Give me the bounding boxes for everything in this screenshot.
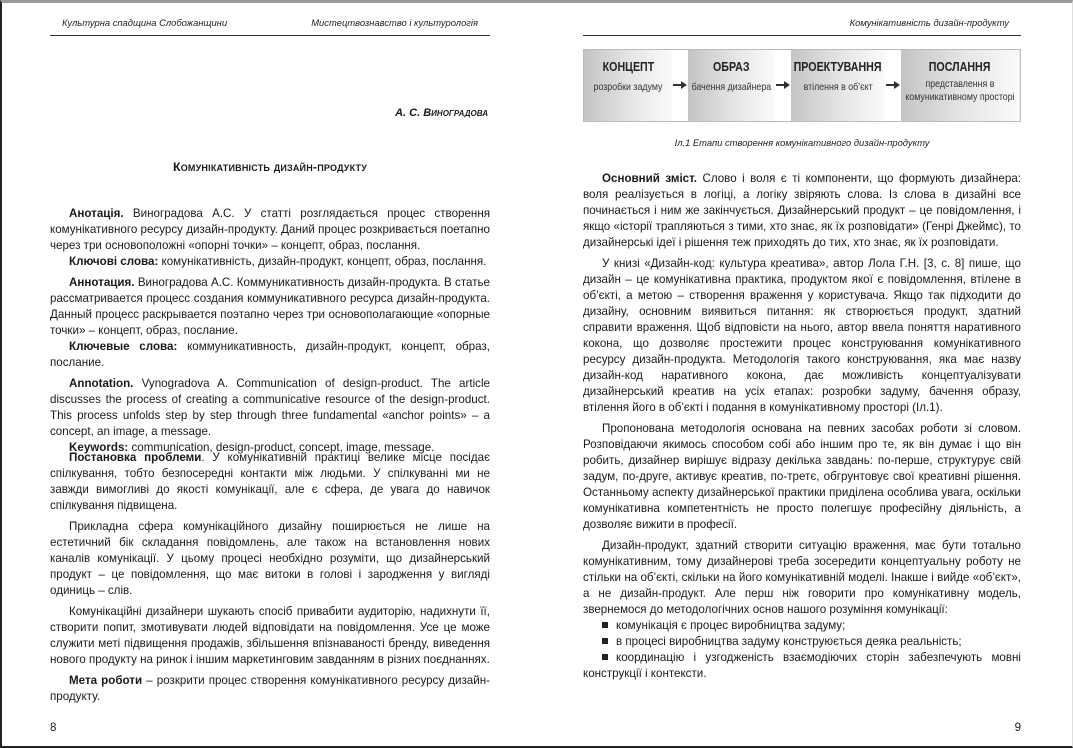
page-number: 8: [50, 722, 57, 734]
goal-statement: [50, 673, 490, 705]
stage-title: ПРОЕКТУВАННЯ: [794, 59, 882, 74]
left-page: [50, 0, 490, 748]
problem-text: . У комунікативній практиці велике місце посідає спілкування, тобто безпосередні контакти між людьми. У спілкуванні ми не завжди вимогливі до якості комунікації, але є сфера, де увага до навичок спілкування підвищена.: [50, 451, 490, 512]
stage-image: [688, 50, 775, 121]
main-content-text: Слово і воля є ті компоненти, що формують дизайнера: воля реалізується в логіці, а логіку звіряють слова. Із слова в дизайні все починається і ним же закінчується. Дизайнерський продукт – це повідомлення, і якщо «історії трапляються з тими, хто знає, як їх розповідати» (Генрі Джеймс), то дизайнерські ідеї і рішення теж приходять до тих, хто знає, як їх розповідати.: [583, 172, 1021, 249]
paragraph-book: У книзі «Дизайн-код: культура креатива», автор Лола Г.Н. [3, с. 8] пише, що дизайн – це комунікативна практика, продуктом якої є повідомлення, втілене в об’єкті, а метою – створення враження у користувача. Якщо так підходити до дизайну, основним виявиться питання: як створюється продукт, здатний справити враження. Щоб відповісти на нього, автор ввела поняття наративного кокона, що дозволяє простежити процес конструювання комунікативного ресурсу дизайн-продукта. Методологія такого конструювання, яка має назву дизайн-код наративного кокона, дає можливість концептуалізувати дизайнерський креатив на усіх етапах: розробки задуму, бачення образу, втілення його в об’єкті і подання в комунікативному просторі (Іл.1).: [583, 257, 1021, 414]
keywords-ru-text: коммуникативность, дизайн-продукт, концепт, образ, послание.: [50, 340, 490, 369]
section-title: Мистецтвознавство і культурологія: [311, 17, 478, 28]
main-content-label: Основний зміст.: [602, 172, 697, 185]
square-bullet-icon: [602, 622, 608, 628]
paragraph-applied: Прикладна сфера комунікаційного дизайну поширюється не лише на естетичний бік складання повідомлень, але також на встановлення нових каналів комунікації. У цьому процесі необхідно розуміти, що дизайнерський продукт – це повідомлення, що має витоки в голові і зародження у вигляді одиниць – слів.: [50, 520, 490, 597]
abstract-en-label: Annotation.: [69, 377, 134, 390]
body-text-right: [583, 171, 1021, 682]
keywords-ru-label: Ключевые слова:: [69, 340, 178, 353]
abstract-en-text: Vynogradova A. Communication of design-product. The article discusses the process of creating a communicative resource of the design-product. This process unfolds step by step through three fundamental «anchor points» – a concept, an image, a message.: [50, 377, 490, 438]
principles-list: [583, 618, 1021, 682]
stage-title: ПОСЛАННЯ: [929, 59, 991, 74]
author-name: [395, 107, 488, 119]
article-title: Комунікативність дизайн-продукту: [172, 160, 368, 174]
stage-title: ОБРАЗ: [713, 59, 750, 74]
stage-subtitle: [905, 78, 1014, 104]
stage-concept: [584, 50, 672, 121]
keywords-uk-label: Ключові слова:: [69, 255, 159, 268]
keywords-en-text: communication, design-product, concept, image, message.: [128, 441, 435, 454]
stage-subtitle-line: представлення в: [925, 78, 995, 90]
list-item: в процесі виробництва задуму конструюється деяка реальність;: [583, 634, 1021, 650]
stage-subtitle: бачення дизайнера: [691, 81, 772, 93]
journal-title: Культурна спадщина Слобожанщини: [62, 17, 228, 28]
author-surname: Виноградова: [423, 107, 488, 119]
keywords-uk-text: комунікативність, дизайн-продукт, концепт, образ, послання.: [158, 255, 487, 268]
problem-statement: [50, 450, 490, 514]
figure-caption: Іл.1 Етапи створення комунікативного дизайн-продукту: [674, 137, 930, 148]
arrow-right-icon: [885, 50, 901, 121]
square-bullet-icon: [602, 654, 608, 660]
keywords-en-label: Keywords:: [69, 441, 129, 454]
problem-label: Постановка проблеми: [69, 451, 202, 464]
main-content: [583, 171, 1021, 251]
abstract-ru: [50, 275, 490, 339]
stage-message: [901, 50, 1019, 121]
article-running-title: Комунікативність дизайн-продукту: [849, 17, 1009, 28]
paragraph-method: Пропонована методологія основана на певних засобах роботи зі словом. Розповідаючи якимось способом собі або іншим про те, як він думає і що він робить, дизайнер вирішує відразу декілька завдань: по-перше, структурує свій задум, по-друге, активує креатив, по-третє, обгрунтовує свої креативні рішення. Останньому аспекту дизайнерської практики приділена особлива увага, оскільки комунікативна компетентність не просто полегшує професійну діяльність, а дозволяє вижити в професії.: [583, 422, 1021, 531]
arrow-right-icon: [672, 50, 688, 121]
abstract-ru-label: Аннотация.: [69, 276, 135, 289]
stage-design: [791, 50, 885, 121]
arrow-right-icon: [775, 50, 791, 121]
running-head: [583, 17, 1021, 36]
list-item: координацію і узгодженість взаємодіючих сторін забезпечують мовні конструкції і контексти.: [583, 651, 1021, 680]
keywords-uk: [50, 254, 490, 270]
abstract-uk-text: Виноградова А.С. У статті розглядається процес створення комунікативного ресурсу дизайн-продукту. Даний процес розкривається поетапно через три основоположні «опорні точки» – концепт, образ, послання.: [50, 207, 490, 252]
abstracts-block: [50, 206, 490, 461]
abstract-en: [50, 376, 490, 440]
page-number: 9: [1014, 722, 1021, 734]
goal-label: Мета роботи: [69, 674, 143, 687]
stages-diagram: [583, 49, 1021, 122]
stage-subtitle: розробки задуму: [593, 81, 663, 93]
stage-subtitle-line: комуникативному просторі: [905, 91, 1015, 103]
abstract-uk: [50, 206, 490, 254]
abstract-uk-label: Анотація.: [69, 207, 124, 220]
square-bullet-icon: [602, 638, 608, 644]
goal-text: – розкрити процес створення комунікативного ресурсу дизайн-продукту.: [50, 674, 490, 703]
right-page: [583, 0, 1021, 748]
paragraph-product: Дизайн-продукт, здатний створити ситуацію враження, має бути тотально комунікативним, тому дизайнерові треба зосередити концептуальну роботу не стільки на об’єкті, скільки на його комунікативній моделі. Інакше і вийде «об’єкт», а не дизайн-продукт. Але перш ніж говорити про комунікативну модель, звернемося до методологічних основ нашого розуміння комунікації:: [583, 539, 1021, 616]
body-text-left: [50, 450, 490, 710]
author-initials: А. С.: [395, 107, 424, 119]
running-head: [50, 17, 490, 36]
paragraph-designers: Комунікаційні дизайнери шукають спосіб привабити аудиторію, надихнути її, створити попит, змотивувати людей відповідати на повідомлення. Усе це може служити меті підвищення продажів, збільшення впізнаваності бренду, виведення нового продукту на ринок і іншим маркетинговим завданням в різних поєднаннях.: [50, 605, 490, 666]
stage-subtitle: втілення в об’єкт: [803, 81, 873, 93]
stage-title: КОНЦЕПТ: [602, 59, 654, 74]
keywords-ru: [50, 339, 490, 371]
abstract-ru-text: Виноградова А.С. Коммуникативность дизайн-продукта. В статье рассматривается процесс создания коммуникативного ресурса дизайн-продукта. Данный процесс раскрывается поэтапно через три основополагающие «опорные точки» – концепт, образ, послание.: [50, 276, 490, 337]
list-item: комунікація є процес виробництва задуму;: [583, 618, 1021, 634]
